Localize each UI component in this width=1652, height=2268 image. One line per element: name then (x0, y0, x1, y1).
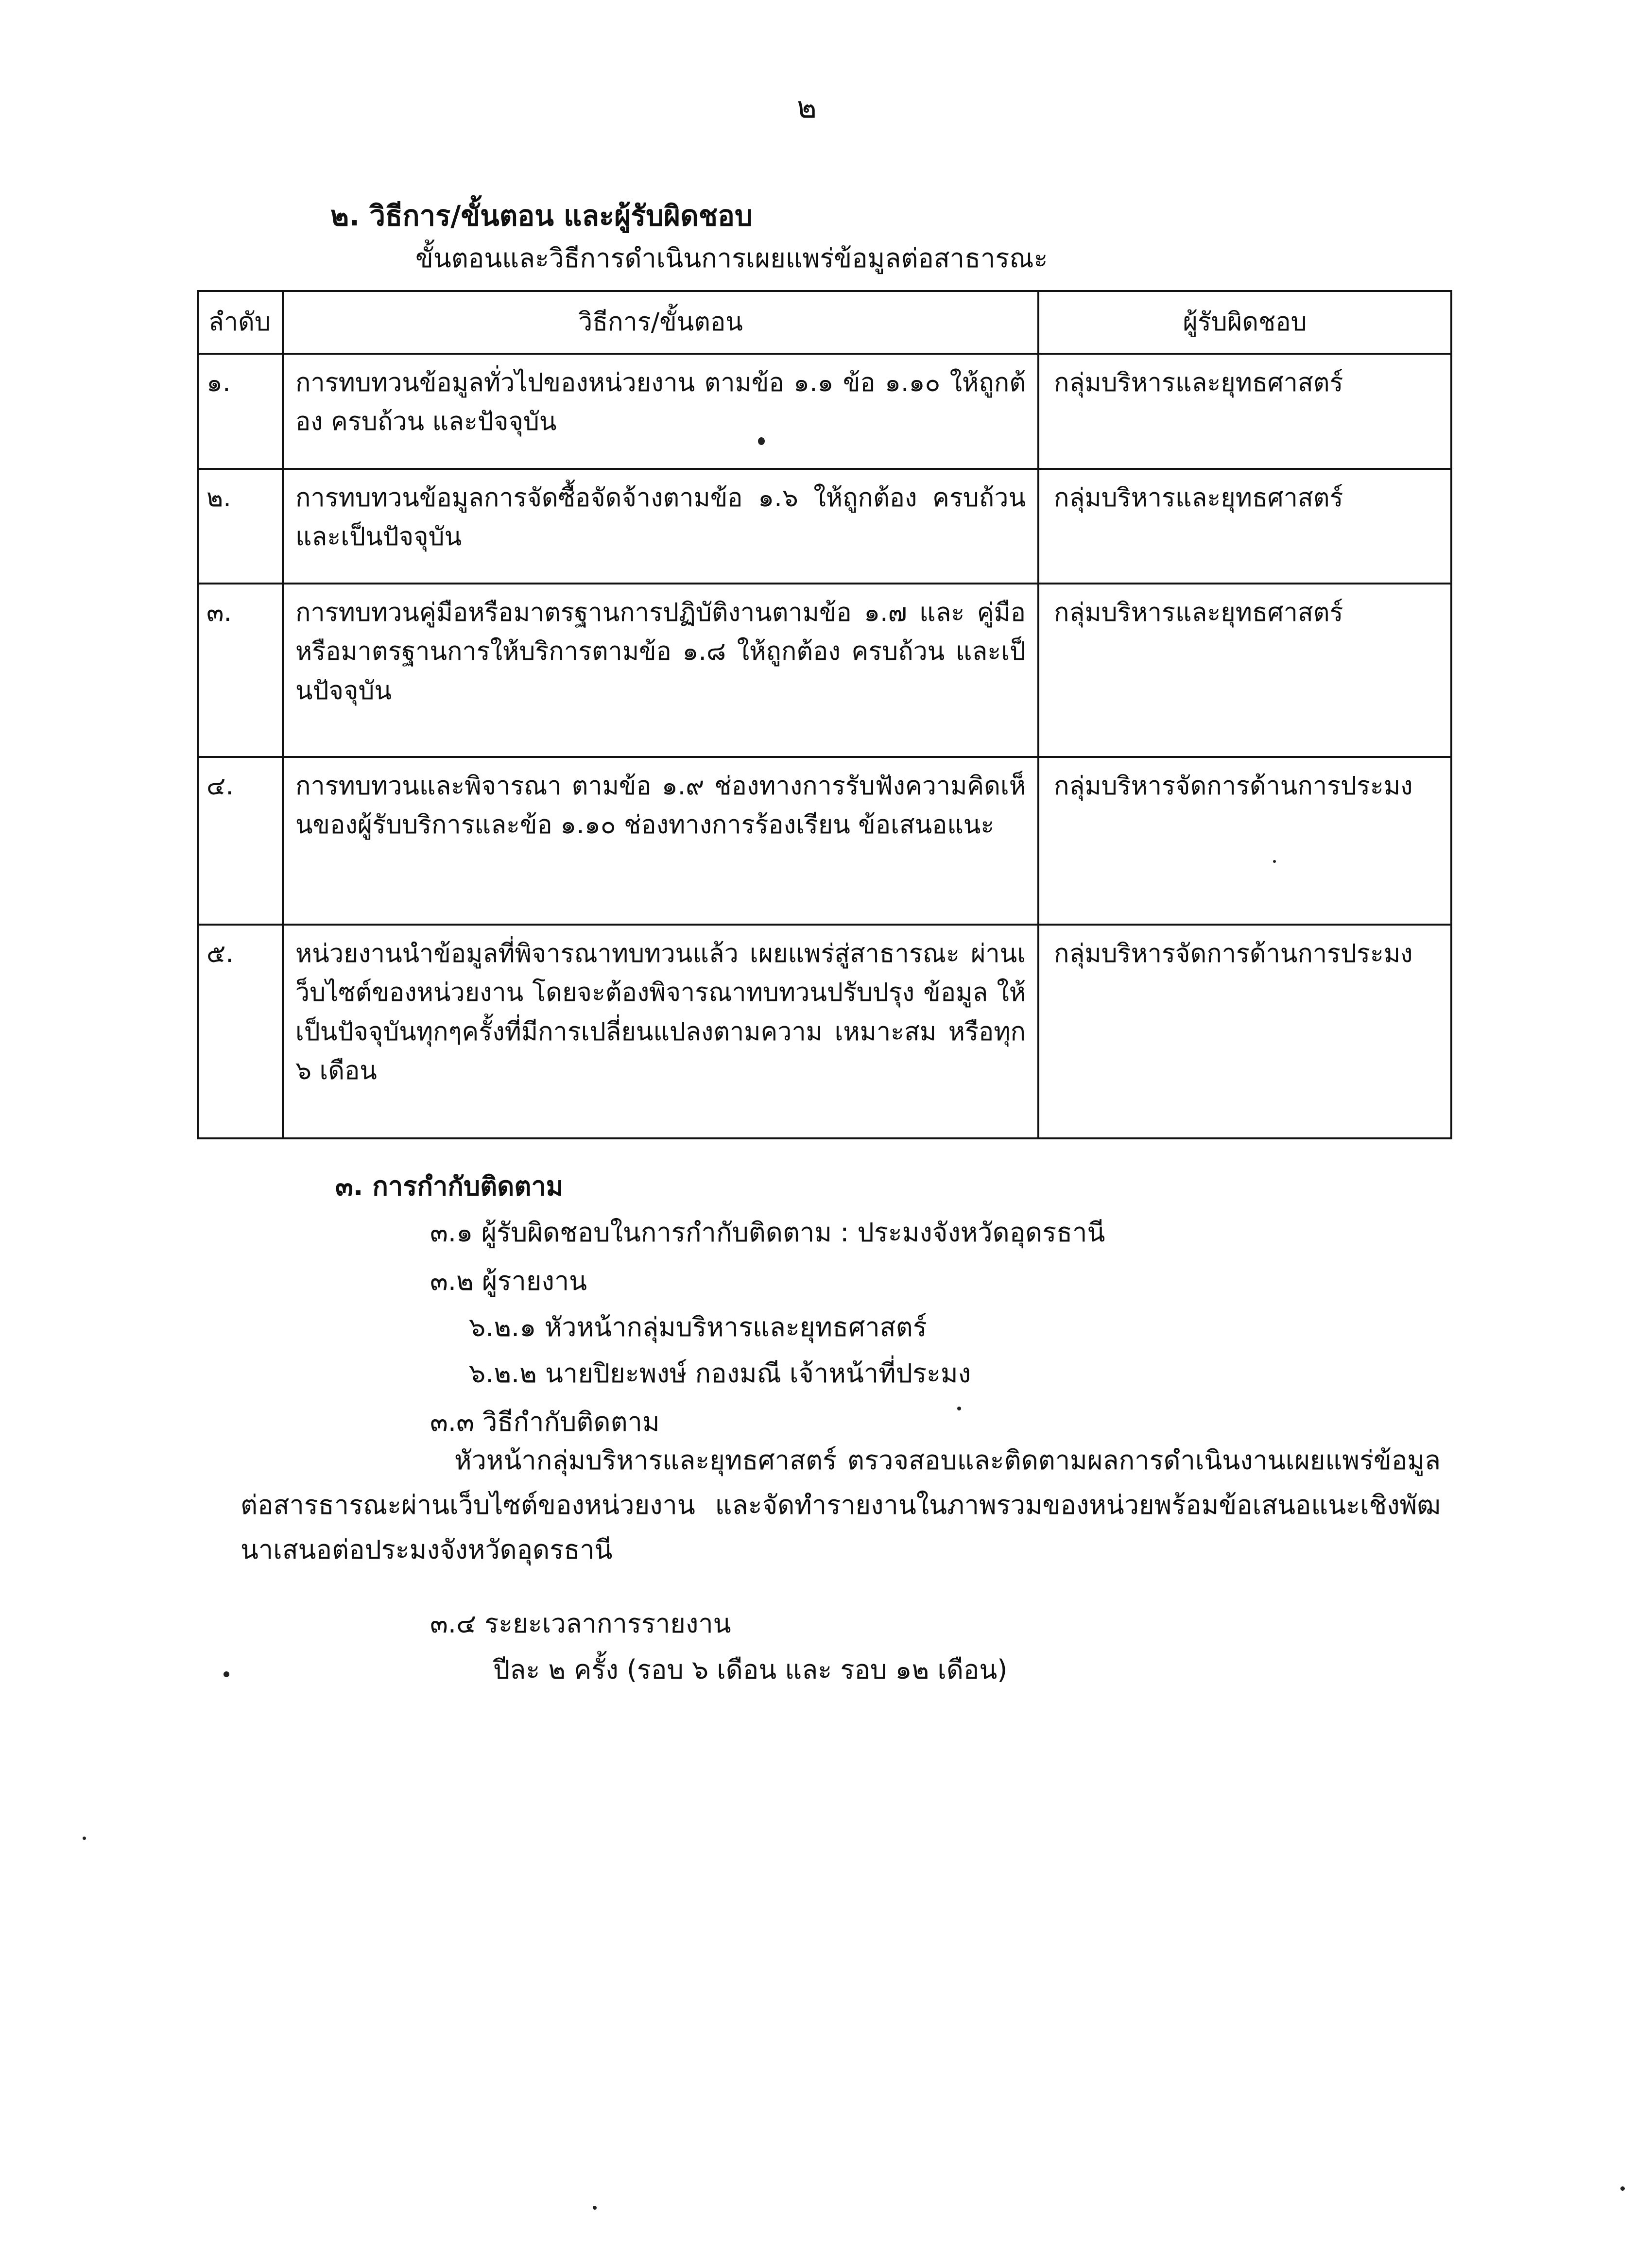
row-number: ๕. (198, 925, 283, 1138)
table-row (198, 757, 1451, 925)
section-2-heading: ๒. วิธีการ/ขั้นตอน และผู้รับผิดชอบ (330, 199, 753, 232)
item-3-3: ๓.๓ วิธีกำกับติดตาม (430, 1407, 660, 1437)
item-3-1: ๓.๑ ผู้รับผิดชอบในการกำกับติดตาม : ประมงจังหวัดอุดรธานี (430, 1217, 1105, 1248)
row-procedure: การทบทวนคู่มือหรือมาตรฐานการปฏิบัติงานตามข้อ ๑.๗ และ คู่มือหรือมาตรฐานการให้บริการตามข้อ ๑.๘ ให้ถูกต้อง ครบถ้วน และเป็นปัจจุบัน (283, 584, 1038, 757)
header-procedure: วิธีการ/ขั้นตอน (283, 291, 1038, 354)
scan-speck (758, 437, 765, 445)
row-responsible: กลุ่มบริหารและยุทธศาสตร์ (1038, 469, 1451, 584)
header-order: ลำดับ (198, 291, 283, 354)
scan-speck (1620, 2186, 1625, 2191)
row-procedure: การทบทวนข้อมูลการจัดซื้อจัดจ้างตามข้อ ๑.๖ ให้ถูกต้อง ครบถ้วน และเป็นปัจจุบัน (283, 469, 1038, 584)
table-header-row (198, 291, 1451, 354)
table-row (198, 925, 1451, 1138)
item-3-4: ๓.๔ ระยะเวลาการรายงาน (430, 1608, 731, 1639)
procedure-table (197, 290, 1452, 1139)
row-responsible: กลุ่มบริหารจัดการด้านการประมง (1038, 925, 1451, 1138)
item-3-4-text: ปีละ ๒ ครั้ง (รอบ ๖ เดือน และ รอบ ๑๒ เดือน) (493, 1654, 1008, 1685)
row-responsible: กลุ่มบริหารและยุทธศาสตร์ (1038, 584, 1451, 757)
page-number: ๒ (797, 89, 817, 125)
row-procedure: หน่วยงานนำข้อมูลที่พิจารณาทบทวนแล้ว เผยแพร่สู่สาธารณะ ผ่านเว็บไซต์ของหน่วยงาน โดยจะต้องพิจารณาทบทวนปรับปรุง ข้อมูล ให้เป็นปัจจุบันทุกๆครั้งที่มีการเปลี่ยนแปลงตามความ เหมาะสม หรือทุก ๖ เดือน (283, 925, 1038, 1138)
item-3-3-paragraph: หัวหน้ากลุ่มบริหารและยุทธศาสตร์ ตรวจสอบและติดตามผลการดำเนินงานเผยแพร่ข้อมูลต่อสารธารณะผ่านเว็บไซต์ของหน่วยงาน และจัดทำรายงานในภาพรวมของหน่วยพร้อมข้อเสนอแนะเชิงพัฒนาเสนอต่อประมงจังหวัดอุดรธานี (241, 1445, 1441, 1565)
row-number: ๓. (198, 584, 283, 757)
scan-speck (593, 2206, 597, 2210)
row-procedure: การทบทวนและพิจารณา ตามข้อ ๑.๙ ช่องทางการรับฟังความคิดเห็นของผู้รับบริการและข้อ ๑.๑๐ ช่องทางการร้องเรียน ข้อเสนอแนะ (283, 757, 1038, 925)
row-responsible: กลุ่มบริหารจัดการด้านการประมง (1038, 757, 1451, 925)
item-3-2-2: ๖.๒.๒ นายปิยะพงษ์ กองมณี เจ้าหน้าที่ประมง (469, 1358, 971, 1389)
row-procedure: การทบทวนข้อมูลทั่วไปของหน่วยงาน ตามข้อ ๑.๑ ข้อ ๑.๑๐ ให้ถูกต้อง ครบถ้วน และปัจจุบัน (283, 354, 1038, 469)
table-row (198, 469, 1451, 584)
row-responsible: กลุ่มบริหารและยุทธศาสตร์ (1038, 354, 1451, 469)
scan-speck (1273, 860, 1276, 863)
scan-speck (83, 1837, 86, 1840)
table-row (198, 354, 1451, 469)
section-3-heading: ๓. การกำกับติดตาม (335, 1171, 564, 1202)
scan-speck (957, 1407, 961, 1410)
scan-speck (224, 1671, 229, 1677)
item-3-2: ๓.๒ ผู้รายงาน (430, 1266, 587, 1296)
row-number: ๒. (198, 469, 283, 584)
header-responsible: ผู้รับผิดชอบ (1038, 291, 1451, 354)
row-number: ๔. (198, 757, 283, 925)
section-2-subheading: ขั้นตอนและวิธีการดำเนินการเผยแพร่ข้อมูลต่อสาธารณะ (415, 243, 1048, 274)
item-3-2-1: ๖.๒.๑ หัวหน้ากลุ่มบริหารและยุทธศาสตร์ (469, 1312, 927, 1342)
table-row (198, 584, 1451, 757)
row-number: ๑. (198, 354, 283, 469)
